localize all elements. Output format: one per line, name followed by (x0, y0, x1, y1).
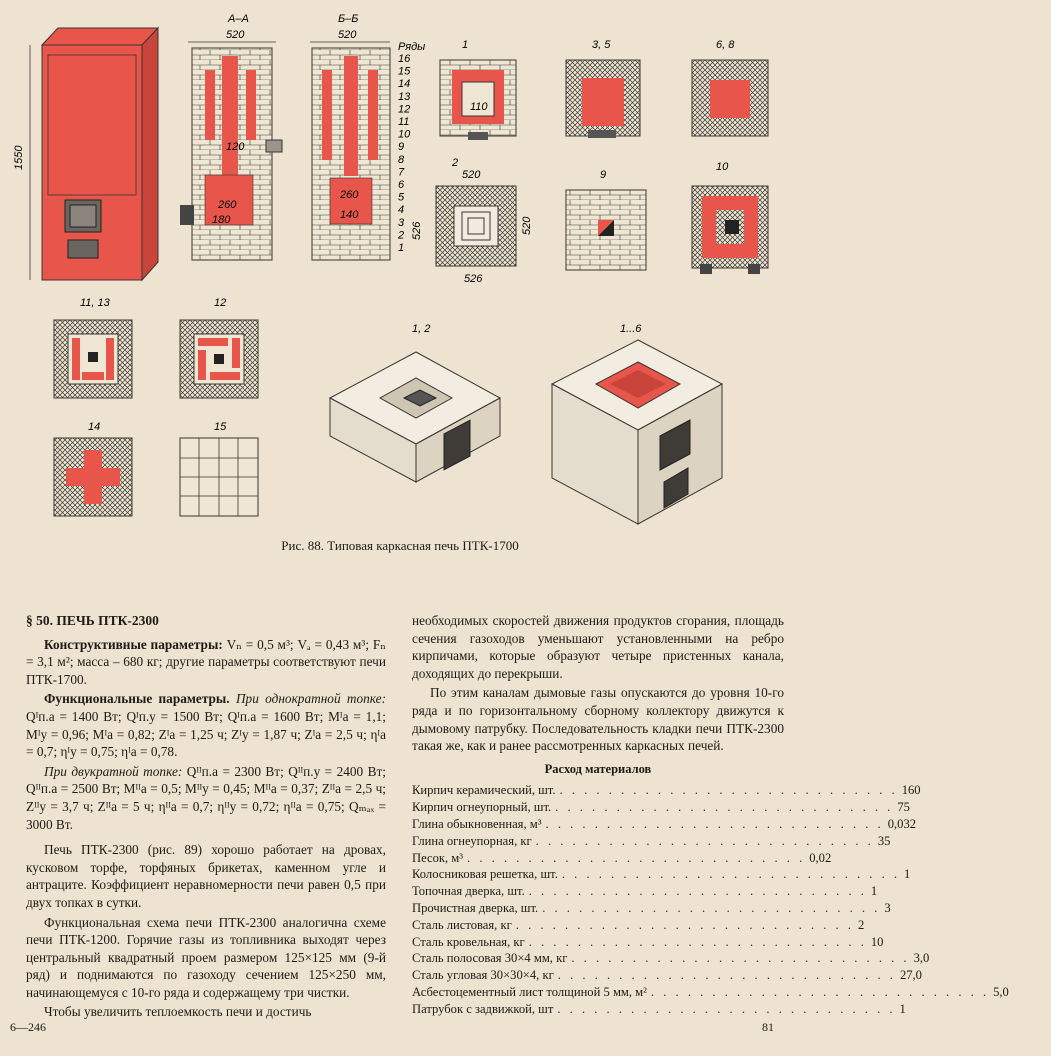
section-a-a-label: А–А (228, 13, 249, 25)
material-name: Асбестоцементный лист толщиной 5 мм, м² (412, 984, 647, 999)
material-value: 2 (857, 917, 865, 932)
section-a-a (180, 13, 282, 260)
material-row (412, 833, 891, 850)
row-number: 14 (398, 78, 411, 91)
paragraph-2: Функциональная схема печи ПТК-2300 аналогична схеме печи ПТК-1200. Горячие газы из топливника выходят через центральный квадратный проем размером 125×125 мм (9-й ряд) и поднимаются по газоходу сечением 125×250 мм, начинающемуся с 10-го ряда и содержащему три чистки. (26, 914, 386, 1000)
plan-label-3-5: 3, 5 (592, 39, 611, 51)
plan-2-dim-526: 526 (464, 273, 483, 285)
footer-left: 6—246 (10, 1020, 46, 1034)
row-number: 12 (398, 103, 411, 116)
row-number: 13 (398, 90, 411, 103)
material-row (412, 934, 884, 951)
material-name: Сталь угловая 30×30×4, кг (412, 968, 554, 983)
material-value: 1 (870, 884, 878, 899)
plan-label-1: 1 (462, 39, 469, 51)
row-number: 4 (398, 204, 405, 217)
materials-title: Расход материалов (544, 761, 652, 776)
material-name: Топочная дверка, шт. (412, 884, 525, 899)
paragraph-5: По этим каналам дымовые газы опускаются до уровня 10-го ряда и по горизонтальному сборному коллектору движутся к дымовому патрубку. Последовательность кладки печи ПТК-2300 такая же, как и ранее рассмотренных каркасных печей. (412, 685, 784, 754)
section-a-a-width: 520 (226, 29, 245, 41)
row-number: 15 (398, 65, 411, 78)
material-name: Кирпич керамический, шт. (412, 783, 556, 798)
material-value: 160 (901, 783, 921, 798)
row-number: 16 (398, 53, 411, 65)
functional-once-label: При однократной топке: (235, 691, 386, 707)
material-value: 5,0 (993, 984, 1009, 999)
leader-dots: . . . . . . . . . . . . . . . . . . . . . . . . . . . . (535, 833, 874, 848)
functional-twice (26, 763, 386, 833)
leader-dots: . . . . . . . . . . . . . . . . . . . . . . . . . . . . (528, 884, 867, 899)
dim-260: 260 (218, 199, 237, 211)
plan-label-10: 10 (716, 161, 729, 173)
row-number: 8 (398, 153, 405, 166)
functional-twice-label: При двукратной топке: (44, 763, 183, 779)
material-name: Сталь кровельная, кг (412, 934, 525, 949)
isometric-rows-1-6 (552, 323, 722, 524)
functional-once-text: Qᴵп.а = 1400 Вт; Qᴵп.у = 1500 Вт; Qᴵп.а = 1600 Вт; Mᴵа = 1,1; Mᴵу = 0,96; Mᴵа = 0,82; Zᴵа = 1,25 ч; Zᴵу = 1,87 ч; Zᴵа = 2,5 ч; ηᴵа = 0,7; ηᴵу = 0,75; ηᴵа = 0,78. (26, 708, 386, 760)
material-name: Песок, м³ (412, 850, 464, 865)
row-number: 1 (398, 242, 405, 254)
paragraph-3: Чтобы увеличить теплоемкость печи и достичь (44, 1004, 312, 1020)
material-name: Прочистная дверка, шт. (412, 900, 539, 915)
leader-dots: . . . . . . . . . . . . . . . . . . . . . . . . . . . . (559, 783, 898, 798)
material-value: 0,032 (887, 816, 917, 831)
rows-label: Ряды (398, 41, 426, 53)
plan-label-15: 15 (214, 421, 227, 433)
dim-140: 140 (340, 209, 359, 221)
material-value: 1 (904, 867, 911, 882)
figure-88-drawing (0, 0, 800, 560)
plan-2-width: 520 (462, 169, 481, 181)
material-value: 35 (877, 833, 891, 848)
plan-rows-3-5 (566, 39, 640, 138)
iso-label-1-2: 1, 2 (412, 323, 431, 335)
material-value: 27,0 (899, 968, 922, 983)
material-value: 10 (870, 934, 884, 949)
paragraph-1: Печь ПТК-2300 (рис. 89) хорошо работает на дровах, кусковом торфе, торфяных брикетах, каменном угле и антраците. Коэффициент неравномерности печи равен 0,5 при двух топках в сутки. (26, 842, 386, 910)
leader-dots: . . . . . . . . . . . . . . . . . . . . . . . . . . . . (467, 850, 806, 865)
plan-2-dim-520-v: 520 (521, 216, 533, 235)
material-name: Сталь полосовая 30×4 мм, кг (412, 951, 568, 966)
plan-label-9: 9 (600, 169, 607, 181)
page-number: 81 (762, 1020, 774, 1034)
material-name: Кирпич огнеупорный, шт. (412, 800, 552, 815)
front-view (13, 28, 158, 280)
iso-label-1-6: 1...6 (620, 323, 642, 335)
material-row (412, 883, 878, 900)
plan-row-2 (411, 157, 533, 285)
plan-row-12 (180, 297, 258, 398)
plan-label-11-13: 11, 13 (80, 297, 110, 309)
material-row (412, 816, 917, 833)
leader-dots: . . . . . . . . . . . . . . . . . . . . . . . . . . . . (555, 800, 894, 815)
dim-120: 120 (226, 141, 245, 153)
material-value: 1 (899, 1001, 906, 1016)
dim-260-b: 260 (340, 189, 359, 201)
material-row (412, 850, 832, 867)
leader-dots: . . . . . . . . . . . . . . . . . . . . . . . . . . . . (561, 867, 901, 882)
material-name: Сталь листовая, кг (412, 917, 512, 932)
material-row (412, 866, 911, 883)
leader-dots: . . . . . . . . . . . . . . . . . . . . . . . . . . . . (528, 934, 867, 949)
plan-row-1 (440, 39, 516, 140)
material-row (412, 1001, 906, 1018)
material-value: 75 (897, 800, 910, 815)
material-name: Глина огнеупорная, кг (412, 833, 532, 848)
material-row (412, 967, 922, 984)
constructive-params (26, 636, 386, 689)
section-b-b-label: Б–Б (338, 13, 359, 25)
constructive-params-label: Конструктивные параметры: (44, 636, 223, 652)
row-numbers (397, 53, 411, 254)
plan-label-2: 2 (452, 157, 459, 169)
leader-dots: . . . . . . . . . . . . . . . . . . . . . . . . . . . . (545, 816, 884, 831)
plan-label-14: 14 (88, 421, 101, 433)
text-column-left (26, 612, 386, 1023)
material-row (412, 984, 1009, 1001)
paragraph-4: необходимых скоростей движения продуктов сгорания, площадь сечения газоходов уменьшают установленными на ребро кирпичами, которые образуют четыре пристенных канала, доходящих до перекрыши. (412, 613, 784, 681)
dim-180: 180 (212, 214, 231, 226)
materials-list (412, 782, 1009, 1017)
plan-label-6-8: 6, 8 (716, 39, 735, 51)
row-number: 2 (398, 229, 405, 242)
height-dim-label: 1550 (13, 145, 25, 170)
constructive-params-text: Vₙ = 0,5 м³; Vₐ = 0,43 м³; Fₙ = 3,1 м²; масса – 680 кг; другие параметры соответствуют печи ПТК-1700. (26, 636, 386, 687)
row-number: 6 (398, 179, 405, 191)
leader-dots: . . . . . . . . . . . . . . . . . . . . . . . . . . . . (571, 951, 910, 966)
plan-row-9 (566, 169, 646, 270)
leader-dots: . . . . . . . . . . . . . . . . . . . . . . . . . . . . (542, 900, 881, 915)
material-name: Глина обыкновенная, м³ (412, 816, 542, 831)
row-number: 3 (398, 216, 405, 229)
dim-110: 110 (470, 101, 488, 113)
plan-2-dim-526-v: 526 (411, 221, 423, 240)
plan-rows-11-13 (54, 297, 132, 398)
section-b-b (310, 13, 425, 260)
leader-dots: . . . . . . . . . . . . . . . . . . . . . . . . . . . . (515, 917, 854, 932)
row-number: 7 (398, 166, 405, 179)
row-number: 9 (398, 141, 405, 154)
row-number: 5 (398, 191, 405, 204)
section-heading: § 50. ПЕЧЬ ПТК-2300 (26, 613, 159, 628)
section-b-b-width: 520 (338, 29, 357, 41)
material-name: Патрубок с задвижкой, шт (412, 1001, 554, 1016)
text-column-right (412, 612, 1009, 1018)
material-row (412, 917, 865, 934)
functional-twice-text: Qᴵᴵп.а = 2300 Вт; Qᴵᴵп.у = 2400 Вт; Qᴵᴵп.а = 2500 Вт; Mᴵᴵа = 0,5; Mᴵᴵу = 0,45; Mᴵᴵа = 0,37; Zᴵᴵа = 2,5 ч; Zᴵᴵу = 3,7 ч; Zᴵᴵа = 5 ч; ηᴵᴵа = 0,7; ηᴵᴵу = 0,72; ηᴵᴵа = 0,75; Qₘₐₓ = 3000 Вт. (26, 763, 386, 832)
row-number: 11 (398, 116, 410, 128)
plan-label-12: 12 (214, 297, 227, 309)
material-value: 3,0 (913, 951, 930, 966)
leader-dots: . . . . . . . . . . . . . . . . . . . . . . . . . . . . (557, 1001, 896, 1016)
isometric-rows-1-2 (330, 323, 500, 482)
functional-params-label: Функциональные параметры. (44, 691, 230, 707)
plan-row-10 (692, 161, 768, 274)
leader-dots: . . . . . . . . . . . . . . . . . . . . . . . . . . . . (650, 984, 990, 999)
figure-caption: Рис. 88. Типовая каркасная печь ПТК-1700 (281, 538, 519, 553)
material-row (412, 782, 921, 799)
material-row (412, 799, 910, 816)
material-row (412, 900, 891, 917)
material-value: 3 (884, 900, 891, 915)
row-number: 10 (398, 128, 411, 141)
material-row (412, 950, 930, 967)
leader-dots: . . . . . . . . . . . . . . . . . . . . . . . . . . . . (557, 968, 896, 983)
material-name: Колосниковая решетка, шт. (412, 867, 558, 882)
plan-row-14 (54, 421, 132, 516)
material-value: 0,02 (809, 850, 832, 865)
plan-rows-6-8 (692, 39, 768, 136)
functional-params (26, 690, 386, 760)
plan-row-15 (180, 421, 258, 516)
